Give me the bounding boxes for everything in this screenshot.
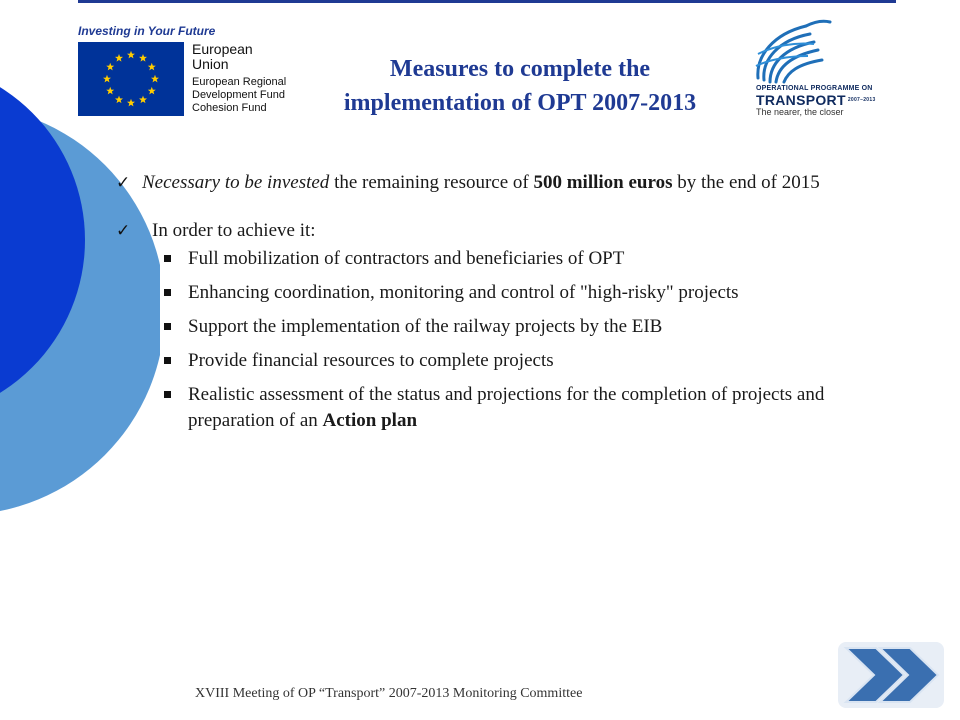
eu-union-line1: European [192,41,253,57]
sub-list-item [160,348,852,374]
list-item [112,170,852,196]
eu-text-block [192,42,286,115]
square-bullet-icon [164,357,171,364]
sub-item-text: Full mobilization of contractors and beneficiaries of OPT [188,248,625,269]
sub-list-item [160,280,852,306]
opt-logo-line2 [756,93,876,107]
eu-fund-line3: Cohesion Fund [192,102,267,114]
item2-label: In order to achieve it: [152,220,316,241]
square-bullet-icon [164,391,171,398]
eu-tagline: Investing in Your Future [78,24,216,38]
list-item [112,218,852,244]
check-icon: ✓ [116,221,131,241]
item1-text-after: by the end of 2015 [672,172,820,193]
sub-list [160,246,852,434]
sub-item-text: Enhancing coordination, monitoring and control of "high-risky" projects [188,282,739,303]
item1-bold: 500 million euros [533,172,673,193]
eu-fund-line2: Development Fund [192,89,285,101]
opt-logo-transport: TRANSPORT [756,92,846,108]
sub-item-text: Support the implementation of the railway projects by the EIB [188,316,663,337]
eu-union-line2: Union [192,56,229,72]
slide-title-line2: implementation of OPT 2007-2013 [343,90,697,116]
double-chevron-right-icon [838,642,944,708]
sub-list-item [160,314,852,340]
eu-fund-line1: European Regional [192,76,287,88]
opt-logo-text [756,84,876,117]
item1-italic-lead: Necessary to be invested [142,172,330,193]
content-list [112,170,852,442]
eu-flag-icon [78,42,184,116]
opt-logo-line1: OPERATIONAL PROGRAMME ON [756,85,873,92]
slide-title-line1: Measures to complete the [389,56,651,82]
opt-logo-years: 2007–2013 [847,97,876,103]
square-bullet-icon [164,289,171,296]
square-bullet-icon [164,255,171,262]
top-rule [78,0,896,3]
action-plan-bold: Action plan [322,410,418,431]
sub-item-text: Realistic assessment of the status and projections for the completion of projects and preparation of an [188,384,825,431]
footer-text: XVIII Meeting of OP “Transport” 2007-2013 Monitoring Committee [195,686,583,701]
sub-list-item [160,382,852,434]
sub-list-item [160,246,852,272]
next-slide-button[interactable] [836,640,946,710]
slide-title [290,52,750,120]
sub-item-text: Provide financial resources to complete projects [188,350,554,371]
opt-logo-slogan: The nearer, the closer [756,107,844,117]
square-bullet-icon [164,323,171,330]
item1-text-before: the remaining resource of [329,172,534,193]
check-icon: ✓ [116,173,131,193]
